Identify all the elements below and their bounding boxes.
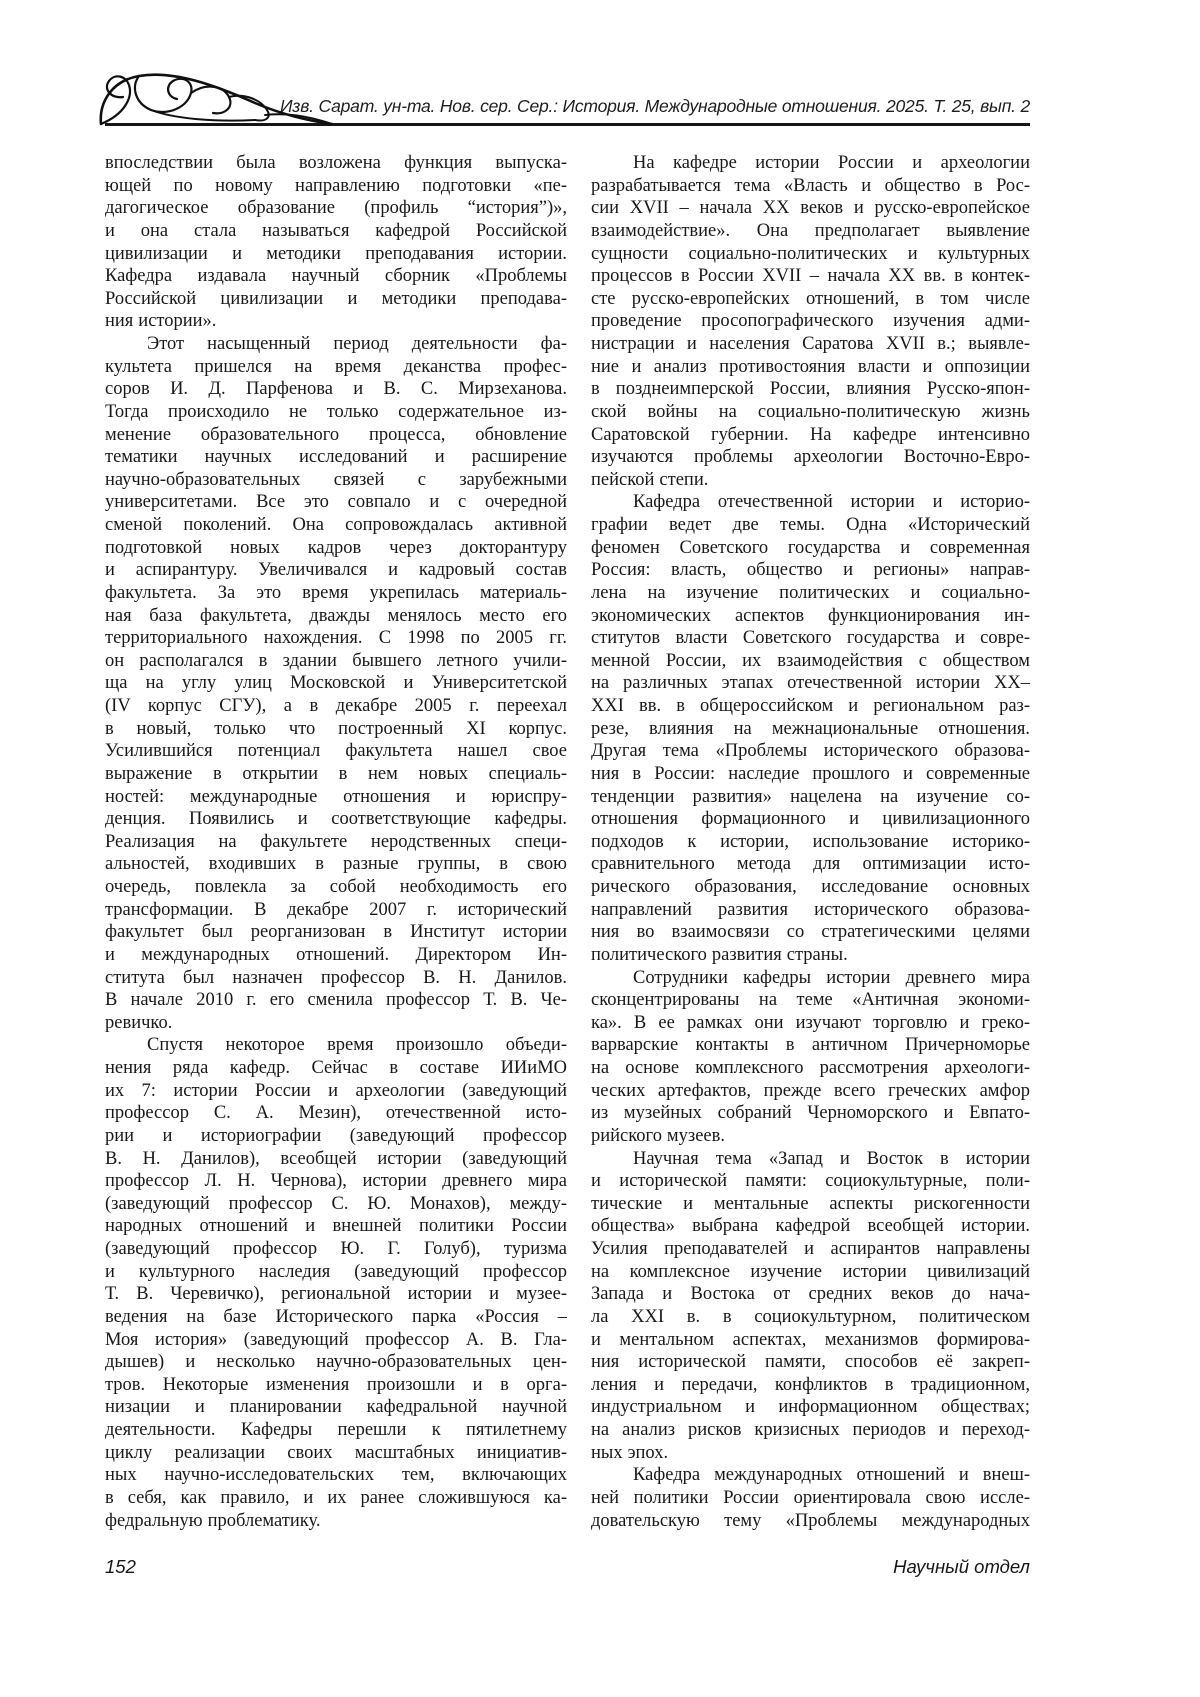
text-line: (заведующий профессор С. Ю. Монахов), между- [105,1193,567,1214]
page-number: 152 [105,1556,136,1577]
text-line: Саратовской губернии. На кафедре интенсивно [591,424,1030,445]
text-line: деятельности. Кафедры перешли к пятилетнему [105,1420,567,1440]
text-line: тематики научных исследований и расширение [105,447,567,468]
text-line: факультета. За это время укрепилась материаль- [105,582,567,603]
paragraph [105,333,567,1034]
text-line: и исторической памяти: социокультурные, поли- [591,1171,1030,1192]
text-line: варварские контакты в античном Причерноморье [591,1035,1030,1056]
text-line: ная база факультета, дважды менялось место его [105,605,567,626]
page-footer [105,1556,1030,1578]
text-line: научно-образовательных связей с зарубежными [105,469,567,490]
text-line: проведение просопографического изучения адми- [591,311,1030,332]
text-line: взаимодействие». Она предполагает выявление [591,220,1030,241]
text-line: Тогда происходило не только содержательное из- [105,401,567,422]
text-line: нения ряда кафедр. Сейчас в составе ИИиМО [105,1058,567,1078]
text-line: и она стала называться кафедрой Российской [105,220,567,241]
text-line: сменой поколений. Она сопровождалась активной [105,515,567,535]
text-line: дагогическое образование (профиль “история”)», [105,198,567,219]
text-line: тров. Некоторые изменения произошли и в орга- [105,1374,567,1395]
text-line: ревичко. [105,1012,173,1033]
text-line: нистрации и населения Саратова XVII в.; выявле- [591,334,1030,354]
text-line: ностей: международные отношения и юриспру- [105,786,567,807]
text-line: На кафедре истории России и археологии [633,153,1030,173]
text-line: резе, влияния на межнациональные отношения. [591,718,1030,739]
text-line: Спустя некоторое время произошло объеди- [147,1035,567,1056]
text-line: в позднеимперской России, влияния Русско-япон- [591,379,1030,400]
text-line: профессор С. А. Мезин), отечественной исто- [105,1103,567,1124]
text-line: изучаются проблемы археологии Восточно-Евро- [591,447,1030,468]
text-line: на комплексное изучение истории цивилизаций [591,1261,1030,1282]
text-line: факультет был реорганизован в Институт истории [105,922,567,943]
text-line: выражение в открытии в нем новых специаль- [105,763,567,784]
text-line: университетами. Все это совпало и с очередной [105,492,567,513]
text-line: рии и историографии (заведующий профессор [105,1125,567,1146]
text-line: сконцентрированы на теме «Античная экономи- [591,990,1030,1011]
text-line: феномен Советского государства и современная [591,537,1030,558]
text-line: ния исторической памяти, способов её закреп- [591,1352,1030,1373]
text-line: Кафедра отечественной истории и историо- [633,492,1030,513]
text-line: Усилия преподавателей и аспирантов направлены [591,1239,1030,1259]
text-line: впоследствии была возложена функция выпуска- [105,153,567,173]
text-line: ла XXI в. в социокультурном, политическом [591,1306,1030,1327]
text-line: культета пришелся на время деканства профес- [105,356,567,377]
text-line: (заведующий профессор Ю. Г. Голуб), туризма [105,1239,567,1259]
section-label: Научный отдел [893,1556,1030,1577]
text-line: денция. Появились и соответствующие кафедры. [105,809,567,830]
text-line: сущности социально-политических и культурных [591,243,1030,264]
text-line: ных научно-исследовательских тем, включающих [105,1465,567,1486]
text-line: ных эпох. [591,1442,669,1463]
text-line: (IV корпус СГУ), а в декабре 2005 г. переехал [105,696,567,716]
text-line: ститутов власти Советского государства и совре- [591,628,1030,649]
text-line: довательскую тему «Проблемы международных [591,1510,1030,1531]
text-line: циклу реализации своих масштабных инициатив- [105,1442,567,1463]
text-line: ние и анализ противостояния власти и оппозиции [591,356,1030,377]
text-line: Запада и Востока от средних веков до нача- [591,1284,1030,1305]
text-line: на анализ рисков кризисных периодов и переход- [591,1420,1030,1440]
paragraph [591,1464,1030,1532]
text-line: индустриальном и информационном обществах; [591,1397,1030,1418]
text-line: процессов в России XVII – начала XX вв. в контек- [591,266,1030,287]
text-line: их 7: истории России и археологии (заведующий [105,1080,567,1101]
text-line: подходов к истории, использование историко- [591,831,1030,852]
text-line: ющей по новому направлению подготовки «пе- [105,175,567,196]
text-line: общества» выбрана кафедрой всеобщей истории. [591,1216,1030,1237]
two-column-text [105,152,1030,1532]
text-line: из музейных собраний Черноморского и Евпато- [591,1103,1030,1124]
page-header [105,0,1030,126]
paragraph [591,152,1030,491]
text-line: в себя, как правило, и их ранее сложившуюся ка- [105,1487,567,1508]
text-line: Российской цивилизации и методики преподава- [105,288,567,309]
text-line: пейской степи. [591,469,709,490]
text-line: дышев) и несколько научно-образовательных цен- [105,1352,567,1373]
text-line: ща на углу улиц Московской и Университетской [105,673,567,694]
text-line: федральную проблематику. [105,1510,321,1531]
text-line: он располагался в здании бывшего летного учили- [105,650,567,671]
text-line: направлений развития исторического образова- [591,899,1030,920]
text-line: подготовкой новых кадров через докторантуру [105,537,567,558]
text-line: Кафедра издавала научный сборник «Проблемы [105,266,567,287]
paragraph [105,152,567,333]
text-line: ния во взаимосвязи со стратегическими целями [591,922,1030,943]
text-line: рического образования, исследование основных [591,877,1030,897]
text-line: очередь, повлекла за собой необходимость его [105,877,567,897]
text-line: Т. В. Черевичко), региональной истории и музее- [105,1284,567,1305]
text-line: Этот насыщенный период деятельности фа- [147,334,567,354]
paragraph [591,967,1030,1148]
text-line: рийского музеев. [591,1125,725,1146]
text-line: ния в России: наследие прошлого и современные [591,763,1030,784]
paragraph [105,1034,567,1532]
text-line: соров И. Д. Парфенова и В. С. Мирзеханова. [105,379,567,400]
text-line: ститута был назначен профессор В. Н. Данилов. [105,967,567,988]
text-line: тические и ментальные аспекты рискогенности [591,1193,1030,1214]
column-left [105,152,567,1532]
text-line: менной России, их взаимодействия с обществом [591,650,1030,671]
text-line: тенденции развития» нацелена на изучение со- [591,786,1030,807]
text-line: политического развития страны. [591,944,848,965]
text-line: альностей, входивших в разные группы, в свою [105,854,567,875]
text-line: В. Н. Данилов), всеобщей истории (заведующий [105,1148,567,1169]
text-line: профессор Л. Н. Чернова), истории древнего мира [105,1171,567,1192]
text-line: ления и передачи, конфликтов в традиционном, [591,1374,1030,1395]
text-line: сии XVII – начала XX веков и русско-европейское [591,198,1030,219]
text-line: сравнительного метода для оптимизации исто- [591,854,1030,875]
text-line: Усилившийся потенциал факультета нашел свое [105,741,567,762]
text-line: на различных этапах отечественной истории XX– [591,673,1030,694]
page-container [105,0,1030,1697]
paragraph [591,491,1030,966]
text-line: разрабатывается тема «Власть и общество в Рос- [591,175,1030,196]
text-line: на основе комплексного рассмотрения археологи- [591,1058,1030,1078]
column-right [591,152,1030,1532]
text-line: ской войны на социально-политическую жизнь [591,401,1030,422]
text-line: Кафедра международных отношений и внеш- [633,1465,1030,1486]
text-line: ческих артефактов, прежде всего греческих амфор [591,1080,1030,1101]
text-line: В начале 2010 г. его сменила профессор Т. В. Че- [105,990,567,1011]
text-line: Научная тема «Запад и Восток в истории [633,1148,1030,1169]
text-line: менение образовательного процесса, обновление [105,424,567,445]
text-line: в новый, только что построенный XI корпус. [105,718,567,739]
text-line: экономических аспектов функционирования ин- [591,605,1030,626]
text-line: трансформации. В декабре 2007 г. исторический [105,899,567,920]
paragraph [591,1148,1030,1465]
text-line: территориального нахождения. С 1998 по 2005 гг. [105,628,567,649]
text-line: Моя история» (заведующий профессор А. В. Гла- [105,1329,567,1350]
text-line: народных отношений и внешней политики России [105,1216,567,1237]
text-line: Реализация на факультете неродственных специ- [105,831,567,852]
text-line: и международных отношений. Директором Ин- [105,944,567,965]
text-line: Другая тема «Проблемы исторического образова- [591,741,1030,762]
text-line: низации и планировании кафедральной научной [105,1397,567,1418]
text-line: XXI вв. в общероссийском и региональном раз- [591,696,1030,716]
text-line: ния истории». [105,311,217,332]
text-line: ней политики России ориентировала свою иссле- [591,1487,1030,1508]
text-line: графии ведет две темы. Одна «Исторический [591,515,1030,535]
text-line: Россия: власть, общество и регионы» направ- [591,560,1030,581]
text-line: и культурного наследия (заведующий профессор [105,1261,567,1282]
text-line: и ментальном аспектах, механизмов формирова- [591,1329,1030,1350]
text-line: отношения формационного и цивилизационного [591,809,1030,830]
journal-reference: Изв. Сарат. ун-та. Нов. сер. Сер.: История. Международные отношения. 2025. Т. 25, вып. 2 [279,96,1030,116]
text-line: лена на изучение политических и социально- [591,582,1030,603]
text-line: Сотрудники кафедры истории древнего мира [633,967,1030,988]
text-line: сте русско-европейских отношений, в том числе [591,288,1030,309]
text-line: цивилизации и методики преподавания истории. [105,243,567,264]
text-line: ка». В ее рамках они изучают торговлю и греко- [591,1012,1030,1033]
text-line: ведения на базе Исторического парка «Россия – [105,1306,567,1327]
text-line: и аспирантуру. Увеличивался и кадровый состав [105,560,567,581]
